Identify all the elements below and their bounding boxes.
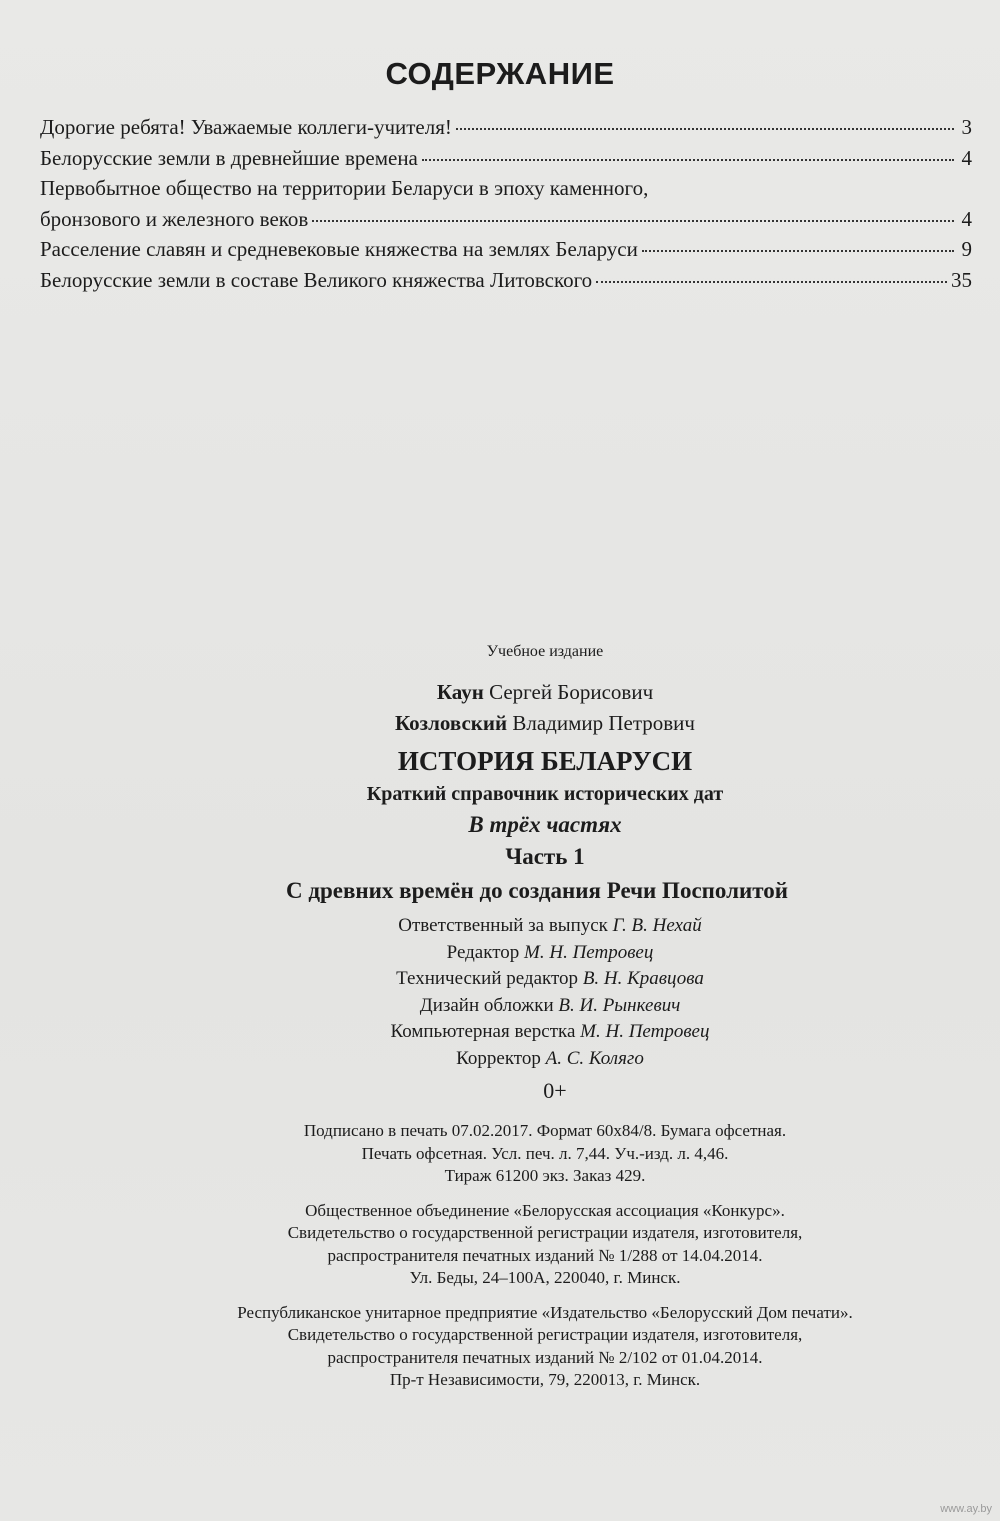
publisher-details xyxy=(0,1200,1000,1290)
age-rating: 0+ xyxy=(543,1078,567,1103)
credit-role: Дизайн обложки xyxy=(419,994,554,1016)
print-line: Подписано в печать 07.02.2017. Формат 60x84/8. Бумага офсетная. xyxy=(303,1121,787,1140)
credit-name: М. Н. Петровец xyxy=(580,1021,710,1042)
printer-line: Республиканское унитарное предприятие «Издательство «Белорусский Дом печати». xyxy=(237,1302,853,1322)
publisher-line: Свидетельство о государственной регистрации издателя, изготовителя, xyxy=(287,1223,803,1242)
author xyxy=(90,708,1000,739)
toc-entry xyxy=(40,143,972,174)
table-of-contents xyxy=(40,112,972,295)
print-details xyxy=(0,1120,1000,1188)
printer-details xyxy=(0,1302,1000,1392)
credit-name: Г. В. Нехай xyxy=(612,915,702,936)
edition-type: Учебное издание xyxy=(486,643,604,660)
toc-entry-text: бронзового и железного веков xyxy=(40,206,309,231)
credit-line xyxy=(100,993,1000,1020)
publisher-line: распространителя печатных изданий № 1/288 от 14.04.2014. xyxy=(327,1245,763,1265)
toc-leader-dots xyxy=(456,128,954,130)
toc-leader-dots xyxy=(642,250,954,252)
toc-leader-dots xyxy=(596,281,947,283)
toc-entry-text-line1: Первобытное общество на территории Беларуси в эпоху каменного, xyxy=(40,176,649,200)
credit-name: М. Н. Петровец xyxy=(524,941,654,963)
book-parts: В трёх частях xyxy=(468,812,622,837)
watermark: www.ay.by xyxy=(940,1503,992,1515)
credit-role: Компьютерная верстка xyxy=(390,1021,576,1042)
author-given-name: Владимир Петрович xyxy=(512,711,695,735)
toc-leader-dots xyxy=(312,220,954,222)
toc-entry-page: 3 xyxy=(961,115,972,139)
credit-role: Редактор xyxy=(446,941,520,963)
toc-entry-page: 9 xyxy=(961,237,972,261)
author xyxy=(90,677,1000,708)
toc-entry-text: Расселение славян и средневековые княжества на землях Беларуси xyxy=(40,237,638,261)
toc-entry xyxy=(40,204,972,235)
toc-entry-page: 4 xyxy=(961,206,972,231)
imprint xyxy=(0,640,1000,1392)
credit-role: Технический редактор xyxy=(396,968,579,989)
book-subtitle: Краткий справочник исторических дат xyxy=(366,783,724,805)
credit-line xyxy=(100,940,1000,967)
toc-entry-text: Белорусские земли в древнейшие времена xyxy=(40,145,418,170)
toc-entry-page: 4 xyxy=(961,145,972,170)
print-line: Печать офсетная. Усл. печ. л. 7,44. Уч.-изд. л. 4,46. xyxy=(361,1143,729,1163)
toc-title: СОДЕРЖАНИЕ xyxy=(385,56,615,91)
author-given-name: Сергей Борисович xyxy=(489,680,654,704)
book-title: ИСТОРИЯ БЕЛАРУСИ xyxy=(397,746,693,776)
credit-line xyxy=(100,1046,1000,1073)
credit-line xyxy=(100,913,1000,940)
printer-line: Пр-т Независимости, 79, 220013, г. Минск. xyxy=(389,1370,701,1389)
printer-line: распространителя печатных изданий № 2/102 от 01.04.2014. xyxy=(327,1347,763,1367)
credit-name: В. И. Рынкевич xyxy=(558,994,681,1016)
publisher-line: Общественное объединение «Белорусская ассоциация «Конкурс». xyxy=(305,1200,785,1220)
toc-entry-text: Дорогие ребята! Уважаемые коллеги-учителя! xyxy=(40,115,452,139)
credit-line xyxy=(100,966,1000,993)
toc-entry xyxy=(40,112,972,143)
author-surname: Каун xyxy=(436,680,484,704)
credit-role: Ответственный за выпуск xyxy=(398,915,608,936)
credit-line xyxy=(100,1019,1000,1046)
toc-entry-text: Белорусские земли в составе Великого княжества Литовского xyxy=(40,267,593,292)
book-period: С древних времён до создания Речи Посполитой xyxy=(285,878,789,903)
toc-entry xyxy=(40,265,972,296)
book-part: Часть 1 xyxy=(505,844,585,869)
toc-leader-dots xyxy=(422,159,954,161)
printer-line: Свидетельство о государственной регистрации издателя, изготовителя, xyxy=(287,1325,803,1344)
credit-name: В. Н. Кравцова xyxy=(582,968,704,989)
publisher-line: Ул. Беды, 24–100А, 220040, г. Минск. xyxy=(409,1268,681,1287)
credit-name: А. С. Коляго xyxy=(545,1047,644,1069)
toc-entry xyxy=(40,234,972,265)
print-line: Тираж 61200 экз. Заказ 429. xyxy=(444,1166,646,1185)
author-surname: Козловский xyxy=(394,711,508,735)
credits xyxy=(0,913,1000,1072)
toc-entry-page: 35 xyxy=(951,267,972,292)
credit-role: Корректор xyxy=(456,1047,541,1069)
